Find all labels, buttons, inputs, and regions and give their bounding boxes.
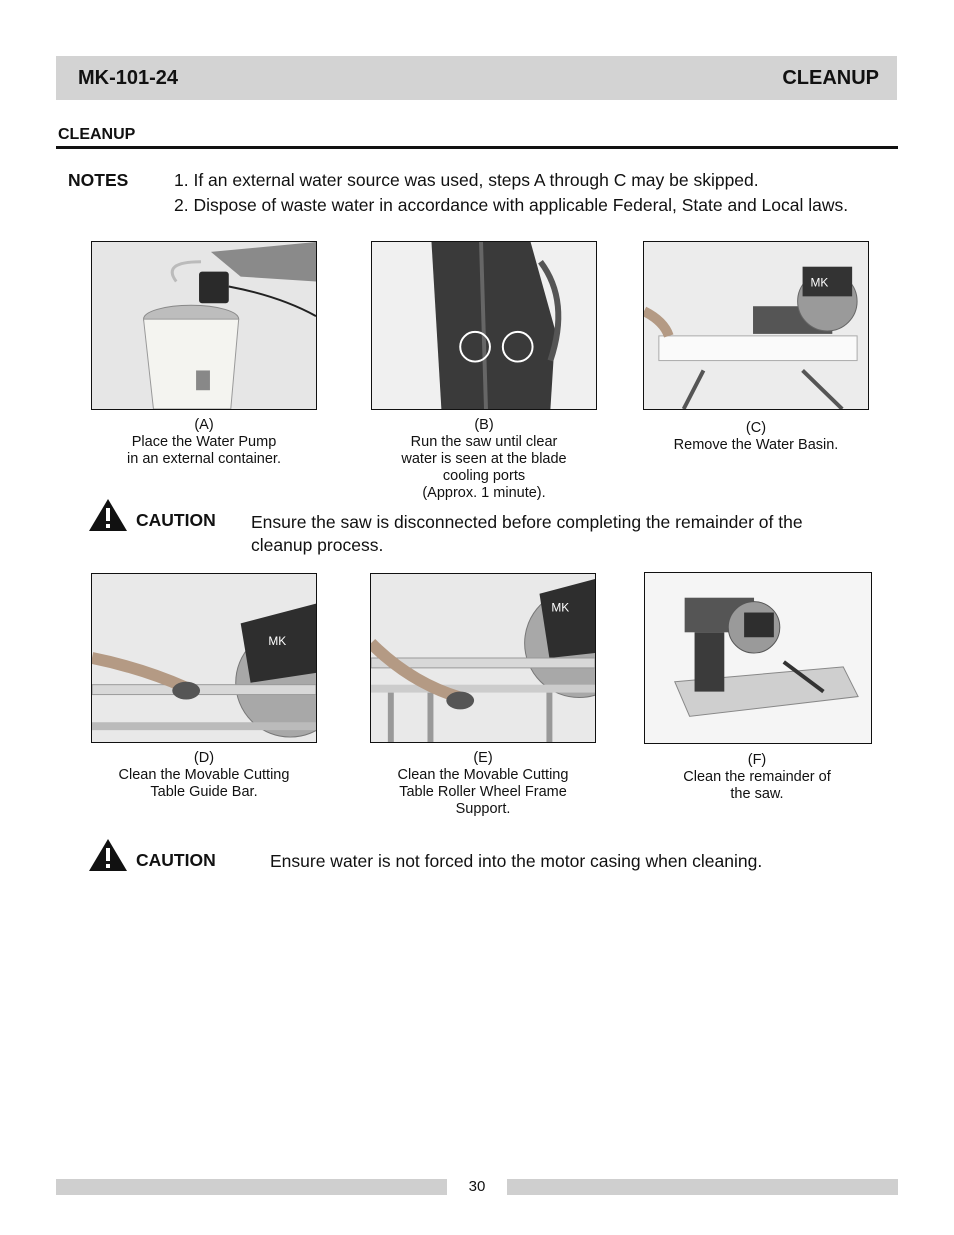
note-item: 2. Dispose of waste water in accordance with applicable Federal, State and Local laws. [174, 195, 849, 215]
photo-b-cooling-ports [371, 241, 597, 410]
caption-c [643, 420, 869, 454]
photo-a-water-pump [91, 241, 317, 410]
caution-label: CAUTION [136, 850, 216, 870]
caption-line: Remove the Water Basin. [673, 437, 839, 453]
warning-triangle-icon [88, 498, 128, 532]
photo-logo-text: MK [268, 634, 287, 649]
caption-line: Clean the Movable Cutting [118, 767, 290, 783]
photo-c-water-basin [643, 241, 869, 410]
section-title: CLEANUP [58, 126, 136, 143]
caption-line: water is seen at the blade [401, 451, 567, 467]
caution-text-line: Ensure the saw is disconnected before completing the remainder of the [251, 512, 803, 532]
caption-line: (A) [194, 417, 214, 433]
caption-line: in an external container. [127, 451, 281, 467]
caption-line: the saw. [730, 786, 784, 802]
caption-line: (D) [193, 750, 215, 766]
photo-e-roller-wheel-frame [370, 573, 596, 743]
caption-b [371, 417, 597, 502]
notes-label: NOTES [68, 170, 129, 190]
photo-d-guide-bar [91, 573, 317, 743]
caption-line: (F) [747, 752, 767, 768]
caution-text [251, 511, 871, 557]
caution-label: CAUTION [136, 510, 216, 530]
caption-line: (C) [745, 420, 767, 436]
caption-line: Place the Water Pump [131, 434, 277, 450]
model-number: MK-101-24 [78, 66, 179, 89]
caption-f [644, 752, 870, 803]
caption-line: Table Guide Bar. [150, 784, 258, 800]
caption-d [91, 750, 317, 801]
photo-logo-text: MK [551, 600, 570, 615]
photo-f-tile-saw [644, 572, 872, 744]
caption-line: (B) [474, 417, 494, 433]
caption-line: Support. [455, 801, 511, 817]
footer-bar-right [507, 1179, 898, 1195]
caption-line: Run the saw until clear [410, 434, 558, 450]
caution-text: Ensure water is not forced into the motor casing when cleaning. [270, 851, 763, 871]
header-bar [56, 56, 897, 100]
caution-text-line: cleanup process. [251, 535, 384, 555]
note-item: 1. If an external water source was used, steps A through C may be skipped. [174, 170, 759, 190]
caption-line: cooling ports [442, 468, 526, 484]
caption-line: Clean the Movable Cutting [397, 767, 569, 783]
section-divider [56, 146, 898, 149]
footer-bar-left [56, 1179, 447, 1195]
header-section-title: CLEANUP [782, 66, 879, 89]
page-number: 30 [468, 1178, 486, 1195]
caption-a [91, 417, 317, 468]
photo-logo-text: MK [810, 275, 829, 290]
caption-line: (E) [473, 750, 493, 766]
caption-line: Clean the remainder of [683, 769, 831, 785]
caption-e [370, 750, 596, 818]
caption-line: (Approx. 1 minute). [422, 485, 546, 501]
caption-line: Table Roller Wheel Frame [399, 784, 567, 800]
warning-triangle-icon [88, 838, 128, 872]
